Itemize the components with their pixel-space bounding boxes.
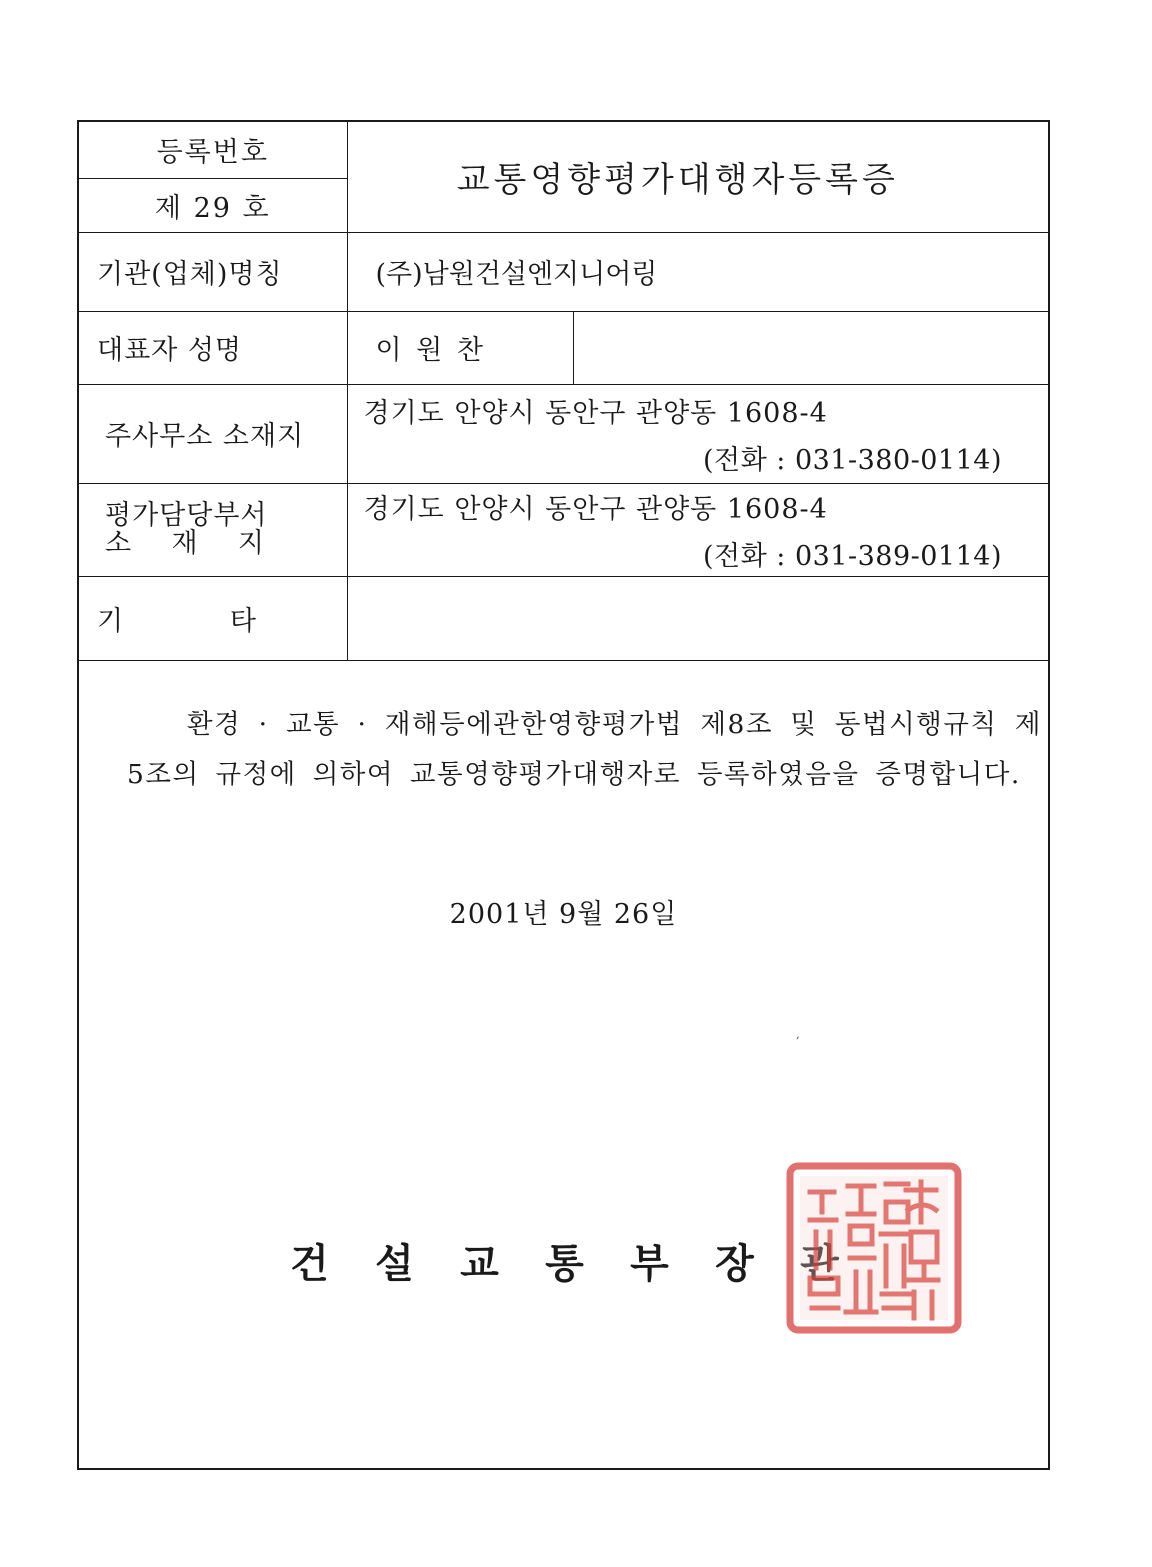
registration-table: [79, 122, 1048, 661]
rep-label: 대표자 성명: [79, 311, 347, 384]
certificate-frame: [77, 120, 1050, 1470]
certification-date: 2001년 9월 26일: [449, 899, 678, 930]
main-office-address: 경기도 안양시 동안구 관양동 1608-4: [363, 397, 828, 429]
issuer-char: 설: [375, 1240, 414, 1287]
issuer-char: 통: [545, 1240, 584, 1287]
org-name-label: 기관(업체)명칭: [79, 232, 347, 311]
issuer-char: 건: [290, 1240, 329, 1287]
issuer-char: 장: [715, 1240, 754, 1287]
other-label-char-1: 기: [97, 605, 125, 637]
eval-dept-label-line2: [105, 527, 265, 559]
eval-dept-char-3: 지: [237, 527, 265, 559]
other-label: [79, 576, 347, 660]
reg-number-value: 제 29 호: [79, 178, 347, 232]
org-name-value: (주)남원건설엔지니어링: [347, 232, 1048, 311]
main-office-phone: (전화 : 031-380-0114): [702, 444, 1003, 476]
main-office-cell: [347, 384, 1048, 483]
reg-number-label: 등록번호: [79, 122, 347, 178]
eval-dept-label: [79, 483, 347, 576]
eval-dept-label-line1: 평가담당부서: [105, 499, 268, 531]
issuer-title: [287, 1232, 842, 1289]
issuer-char: 관: [800, 1240, 839, 1287]
certification-text: 환경 · 교통 · 재해등에관한영향평가법 제8조 및 동법시행규칙 제5조의 규정에 의하여 교통영향평가대행자로 등록하였음을 증명합니다.: [127, 709, 1042, 790]
rep-value: 이 원 찬: [347, 311, 573, 384]
main-office-label: 주사무소 소재지: [79, 384, 347, 483]
other-label-char-2: 타: [229, 605, 257, 637]
eval-dept-address: 경기도 안양시 동안구 관양동 1608-4: [363, 493, 828, 525]
document-title: 교통영향평가대행자등록증: [347, 122, 1048, 232]
issuer-char: 부: [630, 1240, 669, 1287]
rep-blank-cell: [573, 311, 1048, 384]
eval-dept-cell: [347, 483, 1048, 576]
eval-dept-phone: (전화 : 031-389-0114): [702, 540, 1003, 572]
other-value: [347, 576, 1048, 660]
issuer-char: 교: [460, 1240, 499, 1287]
eval-dept-char-1: 소: [105, 527, 133, 559]
eval-dept-char-2: 재: [171, 527, 199, 559]
official-seal-icon: [786, 1162, 962, 1334]
stray-mark: ,: [796, 1027, 800, 1041]
